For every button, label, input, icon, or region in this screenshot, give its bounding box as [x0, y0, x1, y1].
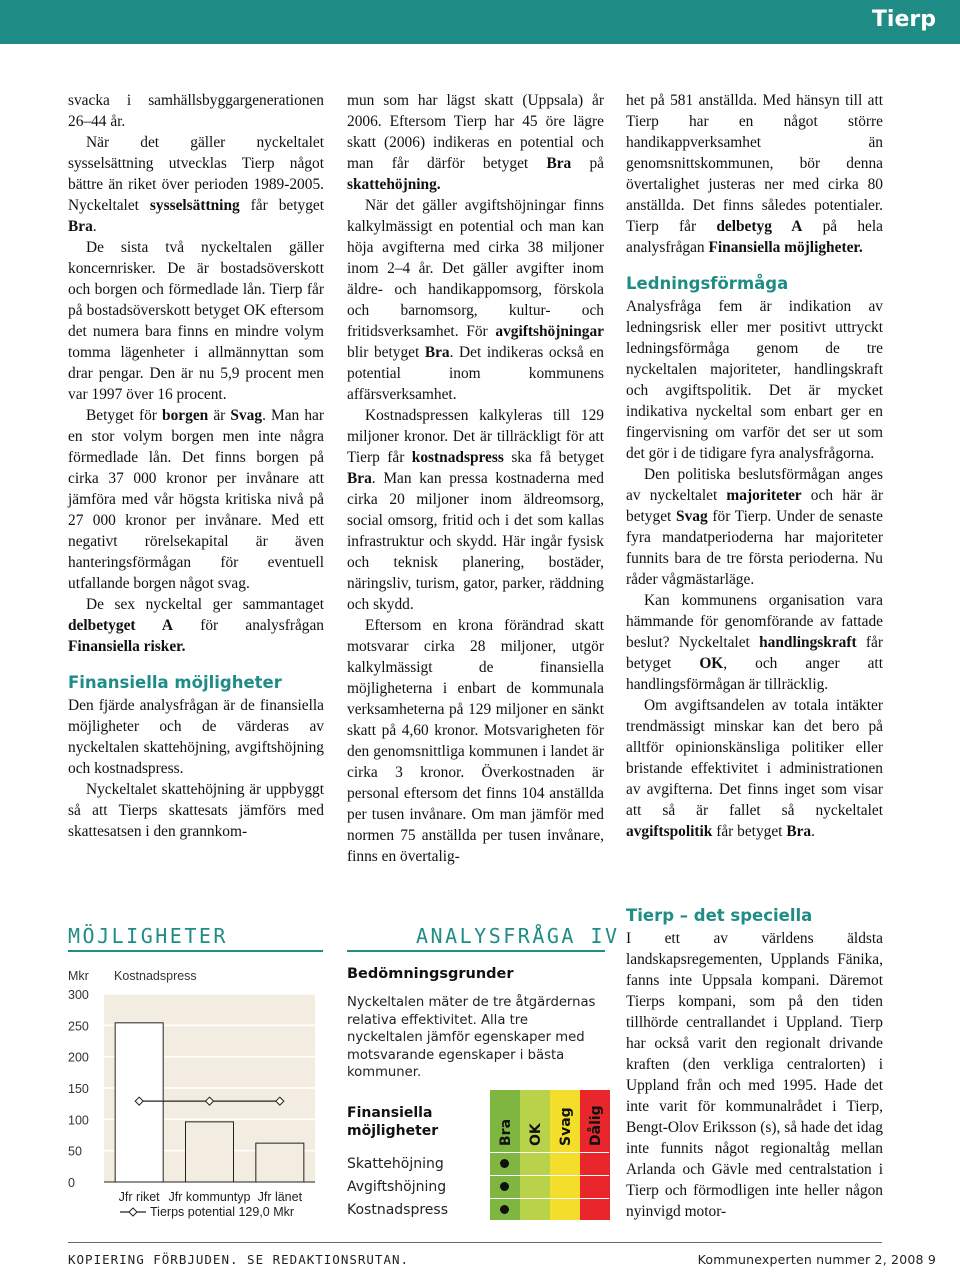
bar — [186, 1122, 234, 1182]
x-tick-label: Jfr riket — [118, 1190, 160, 1204]
text-column-3 — [626, 90, 883, 842]
section-heading: Finansiella möjligheter — [68, 673, 282, 692]
assessment-title: Bedömningsgrunder — [347, 966, 514, 982]
page-footer — [68, 1242, 936, 1268]
rating-column-label: OK — [528, 1123, 544, 1146]
rating-row — [347, 1152, 609, 1175]
paragraph: I ett av världens äldsta landskapsregementen, Upplands Fänika, fanns inte Uppsala kompani. Däremot Tierps kompani, som på den tiden tillhörde centrallandet i Uppland. Tierp har också varit den regionalt drivande kraften (den verkliga centralorten) i Uppland från och med 1995. Hade det inte varit för kommunalrådet i Tierp, Bengt-Olov Eriksson (s), så hade det idag inte funnits något regionaltåg mellan Arlanda och Gävle med centralstation i Tierp och förmodligen inte heller någon nyinvigd motor- — [626, 930, 883, 1220]
bar — [256, 1143, 304, 1182]
paragraph: svacka i samhällsbyggargenerationen 26–44 år. — [68, 92, 324, 130]
paragraph: Eftersom en krona förändrad skatt motsvarar cirka 28 miljoner, utgör kalkylmässigt de finansiella möjligheterna i enbart de kommunala verksamheterna på 129 miljoner en sänkt skatt på 4,60 kronor. Motsvarigheten för den genomsnittliga kommunen i landet är cirka 3 kronor. Överkostnaden är personal eftersom det finns 104 anställda per tusen invånare. Om man jämför med normen 75 anställda per tusen invånare, finns en övertalig- — [347, 617, 604, 865]
paragraph: Den fjärde analysfrågan är de finansiella möjligheter och de värderas av nyckeltalen skattehöjning, avgiftshöjning och kostnadspress. — [68, 697, 324, 777]
paragraph: mun som har lägst skatt (Uppsala) år 2006. Eftersom Tierp har 45 öre lägre skatt (2006) indikeras en potential och man får därför betyget Bra på skattehöjning. — [347, 92, 604, 193]
paragraph: När det gäller nyckeltalet sysselsättning utvecklas Tierp något bättre än riket över perioden 1989-2005. Nyckeltalet sysselsättning får betyget Bra. — [68, 134, 324, 235]
paragraph: Analysfråga fem är indikation av ledningsrisk eller mer positivt uttryckt ledningsförmåga genom de tre nyckeltalen majoriteter, handlingskraft och avgiftspolitik. Det är mycket indikativa nyckeltal som enbart ger en fingervisning om varför det ser ut som det gör i de tidigare fyra analysfrågorna. — [626, 298, 883, 462]
paragraph: De sex nyckeltal ger sammantaget delbetyget A för analysfrågan Finansiella risker. — [68, 596, 324, 655]
cost-pressure-chart — [60, 960, 330, 1230]
text-column-3-lower — [626, 906, 883, 1222]
rating-dot — [500, 1182, 509, 1191]
paragraph: Betyget för borgen är Svag. Man har en stor volym borgen men inte några förmedlade lån. Det finns borgen på cirka 37 000 kronor per invånare att jämföra med vår högsta kritiska nivå på 27 000 kronor per invånare. Med ett negativt rörelsekapital är även hanteringsförmågan för eventuell utfallande borgen något svag. — [68, 407, 325, 592]
rating-grid — [347, 1090, 609, 1220]
box-divider-right — [347, 950, 605, 952]
text-column-1 — [68, 90, 324, 842]
y-tick-label: 100 — [68, 1113, 89, 1128]
paragraph: Den politiska beslutsförmågan anges av nyckeltalet majoriteter och här är betyget Svag för Tierp. Under de senaste fyra mandatperioderna har majoriteter funnits bara de tre första perioderna. Nu råder vågmästarläge. — [626, 466, 883, 588]
rating-row-label: Avgiftshöjning — [347, 1179, 447, 1195]
legend-marker — [129, 1208, 137, 1216]
paragraph: het på 581 anställda. Med hänsyn till att Tierp har en något större handikappverksamhet än genomsnittskommunen, bör denna övertalighet justeras ner med cirka 80 anställda. Det finns således potentialer. Tierp får delbetyg A på hela analysfrågan Finansiella möjligheter. — [626, 92, 883, 256]
rating-dot — [500, 1159, 509, 1168]
chart-title: Kostnadspress — [114, 969, 197, 983]
paragraph: När det gäller avgiftshöjningar finns kalkylmässigt en potential och man kan höja avgifterna med cirka 38 miljoner inom 2–4 år. Det gäller avgifter inom äldre- och handikappomsorg, förskola och barnomsorg, kultur- och fritidsverksamhet. För avgiftshöjningar blir betyget Bra. Det indikeras också en potential inom kommunens affärsverksamhet. — [347, 197, 604, 403]
y-tick-label: 250 — [68, 1019, 89, 1034]
rating-row-label: Kostnadspress — [347, 1202, 449, 1218]
section-heading: Tierp – det speciella — [626, 906, 813, 925]
x-tick-label: Jfr kommuntyp — [168, 1190, 251, 1204]
x-tick-label: Jfr länet — [257, 1190, 303, 1204]
rating-grid-title: Finansiella möjligheter — [347, 1105, 439, 1139]
header-bar — [0, 0, 960, 44]
rating-column-label: Svag — [558, 1107, 574, 1146]
box-divider-left — [68, 950, 323, 952]
y-tick-label: 150 — [68, 1082, 89, 1096]
paragraph: Nyckeltalet skattehöjning är uppbyggt så att Tierps skattesats jämförs med skattesatsen i den grannkom- — [68, 781, 324, 840]
y-tick-label: 300 — [68, 988, 89, 1002]
rating-column-label: Bra — [498, 1118, 514, 1146]
paragraph: Om avgiftsandelen av totala intäkter trendmässigt minskar kan det bero på alltför opinionskänsliga politiker eller bristande effektivitet i administrationen av avgifterna. Det finns inget som visar att så är fallet så nyckeltalet avgiftspolitik får betyget Bra. — [626, 697, 883, 840]
rating-column-label: Dålig — [588, 1105, 604, 1146]
box-title-right: ANALYSFRÅGA IV — [416, 924, 620, 948]
paragraph: De sista två nyckeltalen gäller koncernrisker. De är bostadsöverskott och borgen och förmedlade lån. Tierp får på bostadsöverskott betyget OK eftersom det numera bara finns en mindre volym tomma lägenheter i allmännyttan som drar pengar. Den är nu 5,9 procent men var 1997 över 16 procent. — [68, 239, 324, 403]
paragraph: Kostnadspressen kalkyleras till 129 miljoner kronor. Det är tillräckligt för att Tierp får kostnadspress ska få betyget Bra. Man kan pressa kostnaderna med cirka 20 miljoner inom äldreomsorg, social omsorg, fritid och i det som kallas infrastruktur och skydd. Här ingår fysisk och teknisk planering, bostäder, näringsliv, turism, gator, parker, räddning och skydd. — [347, 407, 604, 613]
footer-copyright: KOPIERING FÖRBJUDEN. SE REDAKTIONSRUTAN. — [68, 1252, 410, 1267]
paragraph: Kan kommunens organisation vara hämmande för genomförande av fattade beslut? Nyckeltalet handlingskraft får betyget OK, och anger att handlingsförmågan är tillräcklig. — [626, 592, 883, 693]
rating-row — [347, 1198, 609, 1221]
header-title: Tierp — [871, 7, 936, 32]
box-title-left: MÖJLIGHETER — [68, 924, 228, 948]
rating-dot — [500, 1205, 509, 1214]
footer-publication: Kommunexperten nummer 2, 2008 9 — [697, 1252, 936, 1267]
rating-row-label: Skattehöjning — [347, 1156, 444, 1172]
section-heading: Ledningsförmåga — [626, 274, 789, 293]
text-column-2 — [347, 90, 604, 867]
rating-row — [347, 1175, 609, 1198]
legend-label: Tierps potential 129,0 Mkr — [150, 1205, 295, 1219]
y-tick-label: 50 — [68, 1144, 82, 1159]
assessment-description: Nyckeltalen mäter de tre åtgärdernas relativa effektivitet. Alla tre nyckeltalen jämför egenskaper med motsvarande egenskaper i bästa kommuner. — [347, 995, 596, 1080]
y-axis-label: Mkr — [68, 969, 89, 983]
y-tick-label: 200 — [68, 1050, 89, 1065]
y-tick-label: 0 — [68, 1176, 75, 1190]
